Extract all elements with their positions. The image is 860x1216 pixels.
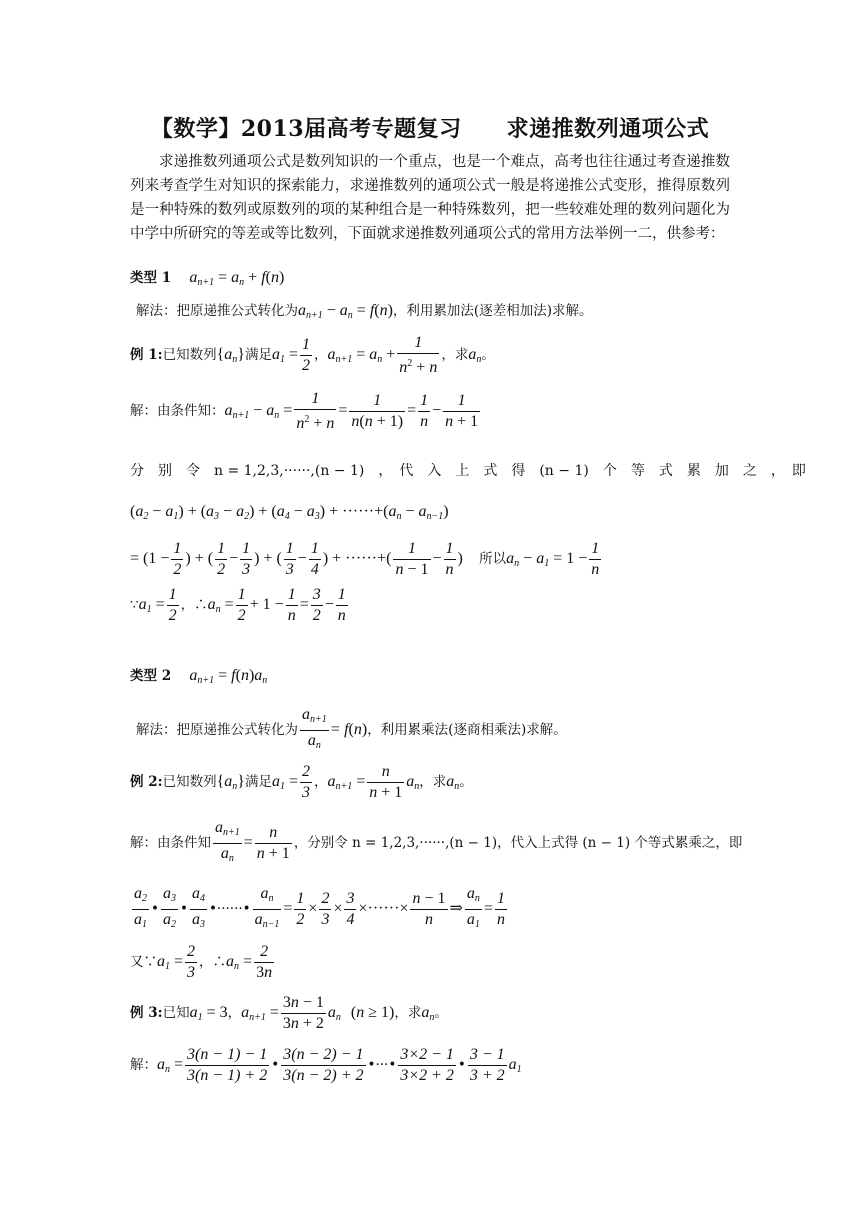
- example2-text: 。: [459, 774, 473, 790]
- example3-text: ，求: [394, 1005, 422, 1021]
- type1-method-prefix: 解法：把原递推公式转化为: [136, 303, 298, 319]
- page-title: 【数学】2013届高考专题复习 求递推数列通项公式: [150, 116, 710, 142]
- example2-label: 例 2:: [130, 774, 163, 790]
- example3-text: 。: [434, 1005, 448, 1021]
- product-expression: $\frac{a_2}{a_1}$ • $\frac{a_3}{a_2}$ • $\frac{a_4}{a_3}$ •······• $\frac{a_n}{a_{n-1}}$ = $\frac{1}{2}$ × $\frac{2}{3}$ × $\frac{3}{4}$ ×······× $\frac{n - 1}{n}$ ⇒ $\frac{a_n}{a_1}$ = $\frac{1}{n}$: [134, 885, 505, 930]
- sum-fractions: = (1 − $\frac{1}{2}$ ) + ( $\frac{1}{2}$ − $\frac{1}{3}$ ) + ( $\frac{1}{3}$ − $\frac{1}{4}$ ) + ······+( $\frac{1}{n - 1}$ − $\frac{1}{n}$ ) 所以$a_n - a_1 = 1$ − $\frac{1}{n}$: [130, 540, 600, 578]
- intro-paragraph: 求递推数列通项公式是数列知识的一个重点，也是一个难点，高考也往往通过考查递推数列来考查学生对知识的探索能力，求递推数列的通项公式一般是将递推公式变形，推得原数列是一种特殊的数列或原数列的项的某种组合是一种特殊数列，把一些较难处理的数列问题化为中学中所研究的等差或等比数列，下面就求递推数列通项公式的常用方法举例一二，供参考：: [130, 154, 730, 242]
- result1: $\because a_1$ = $\frac{1}{2}$ ，$\therefore a_n$ = $\frac{1}{2}$ + 1 − $\frac{1}{n}$ = $\frac{3}{2}$ − $\frac{1}{n}$: [130, 586, 346, 624]
- example2: 例 2:已知数列$\{a_n\}$满足$a_1$ = $\frac{2}{3}$ ，$a_{n+1}$ = $\frac{n}{n + 1}$ $a_n$，求$a_n$。: [130, 763, 473, 801]
- type1-method: [136, 299, 592, 321]
- example3-label: 例 3:: [130, 1005, 163, 1021]
- example1-fraction: $\frac{1}{n^2 + n}$: [399, 334, 438, 376]
- example2-text: 满足: [244, 774, 272, 790]
- type2-method-suffix: ，利用累乘法(逐商相乘法)求解。: [367, 722, 567, 738]
- type2-method-prefix: 解法：把原递推公式转化为: [136, 722, 298, 738]
- type1-label: 类型 1: [130, 270, 172, 286]
- example1-seq: $\{a_n\}$: [216, 346, 245, 365]
- example1-text: 。: [481, 347, 495, 363]
- step-text: 分 别 令 n = 1,2,3,······,(n − 1) ， 代 入 上 式 得 (n − 1) 个 等 式 累 加 之 ， 即: [130, 463, 806, 479]
- type1-method-formula: $a_{n+1} - a_n = f(n)$: [298, 302, 393, 321]
- example2-text: ，求: [419, 774, 447, 790]
- example1: 例 1:已知数列$\{a_n\}$满足$a_1$ = $\frac{1}{2}$ ，$a_{n+1} = a_n$ + $\frac{1}{n^2 + n}$ ，求$a_n$。: [130, 334, 495, 376]
- example1-label: 例 1:: [130, 347, 163, 363]
- type1-formula: $a_{n+1} = a_n + f(n)$: [189, 269, 285, 288]
- solution1-label: 解：由条件知：: [130, 403, 225, 419]
- type1-heading: [130, 266, 284, 288]
- solution1: 解：由条件知：$a_{n+1} - a_n$ = $\frac{1}{n^2 + n}$ = $\frac{1}{n(n + 1)}$ = $\frac{1}{n}$ − $\frac{1}{n + 1}$: [130, 390, 479, 432]
- so-text: 所以: [479, 551, 507, 567]
- type2-formula: $a_{n+1} = f(n)a_n$: [189, 667, 268, 686]
- solution2-label: 解：由条件知: [130, 835, 211, 851]
- therefore-text: ，∴: [180, 597, 208, 613]
- again-text: 又∵: [130, 954, 157, 970]
- example3-text: 已知: [162, 1005, 190, 1021]
- example3: 例 3:已知$a_1 = 3$，$a_{n+1}$ = $\frac{3n - 1}{3n + 2}$ $a_n$ (n ≥ 1)，求$a_n$。: [130, 994, 448, 1032]
- type1-method-suffix: ，利用累加法(逐差相加法)求解。: [392, 303, 593, 319]
- sum-expression: $(a_2 - a_1) + (a_3 - a_2) + (a_4 - a_3) + \cdot\cdot\cdot\cdot\cdot\cdot+(a_n - a_{n-1})$: [130, 503, 449, 522]
- example1-text: ，求: [441, 347, 469, 363]
- solution3-label: 解：: [130, 1057, 157, 1073]
- solution2: 解：由条件知 $\frac{a_{n+1}}{a_n}$ = $\frac{n}{n + 1}$ ，分别令 n = 1,2,3,······,(n − 1)，代入上式得 (n − 1) 个等式累乘之，即: [130, 819, 743, 864]
- therefore-text: ，∴: [199, 954, 227, 970]
- example1-initial: $a_1$ =: [271, 346, 298, 365]
- example1-text: 满足: [244, 347, 272, 363]
- type2-method: 解法：把原递推公式转化为 $\frac{a_{n+1}}{a_n}$ = f(n)，利用累乘法(逐商相乘法)求解。: [136, 706, 567, 751]
- result2: 又$\because a_1$ = $\frac{2}{3}$ ，$\therefore a_n$ = $\frac{2}{3n}$: [130, 943, 273, 981]
- solution3: 解：$a_n$ = $\frac{3(n - 1) - 1}{3(n - 1) + 2}$ • $\frac{3(n - 2) - 1}{3(n - 2) + 2}$ •···• $\frac{3\times 2 - 1}{3\times 2 + 2}$ • $\frac{3 - 1}{3 + 2}$ $a_1$: [130, 1046, 522, 1084]
- type2-label: 类型 2: [130, 668, 172, 684]
- because-symbol: ∵: [130, 597, 139, 613]
- example2-text: 已知数列: [162, 774, 217, 790]
- solution2-mid: ，分别令 n = 1,2,3,······,(n − 1)，代入上式得 (n − 1) 个等式累乘之，即: [293, 835, 743, 851]
- example1-text: 已知数列: [162, 347, 217, 363]
- type2-heading: [130, 664, 267, 686]
